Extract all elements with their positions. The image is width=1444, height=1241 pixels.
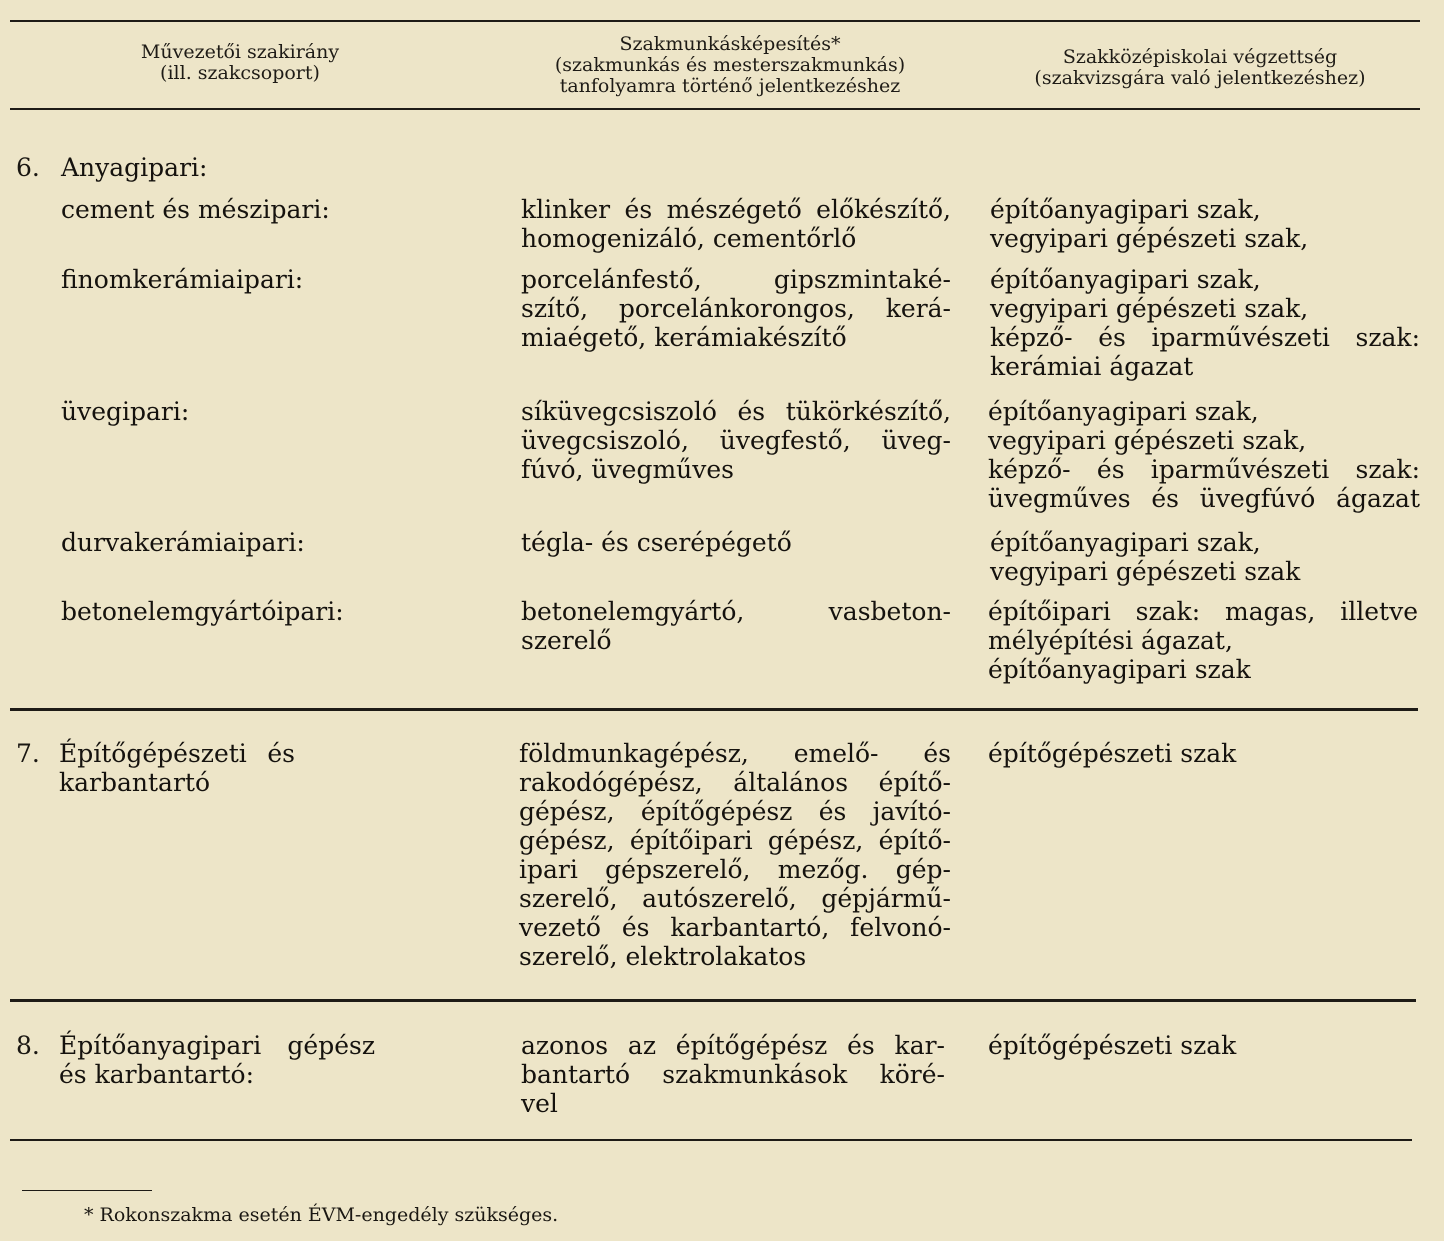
qual-line: földmunkagépész, emelő- és: [519, 739, 951, 768]
row-school: [990, 528, 1420, 586]
section-7-bottom-rule: [10, 999, 1416, 1002]
qual-line: síküvegcsiszoló és tükörkészítő,: [521, 397, 951, 426]
school-line: építőipari szak: magas, illetve: [988, 597, 1418, 626]
header-col2-line: tanfolyamra történő jelentkezéshez: [559, 75, 901, 97]
qual-line: azonos az építőgépész és kar-: [521, 1031, 945, 1060]
section-number: 8.: [16, 1031, 40, 1060]
header-col3-line: (szakvizsgára való jelentkezéshez): [1034, 67, 1366, 89]
row-qualification: [521, 195, 951, 253]
school-line: vegyipari gépészeti szak,: [990, 224, 1309, 253]
row-qualification: [521, 397, 951, 484]
row-school: [988, 739, 1418, 768]
qual-line: tégla- és cserépégető: [521, 528, 792, 557]
header-col-secondary-school-degree: [980, 47, 1420, 89]
qual-line: bantartó szakmunkások köré-: [521, 1060, 945, 1089]
header-col1-line: Művezetői szakirány: [140, 41, 340, 63]
row-qualification: [519, 739, 951, 971]
qual-line: vel: [521, 1089, 558, 1118]
school-line: építőanyagipari szak,: [990, 195, 1261, 224]
qual-line: miaégető, kerámiakészítő: [521, 323, 847, 352]
row-name: finomkerámiaipari:: [61, 265, 304, 294]
row-name: betonelemgyártóipari:: [61, 597, 344, 626]
title-line: Építőanyagipari gépész: [59, 1031, 375, 1060]
top-rule: [10, 20, 1420, 22]
row-school: [988, 597, 1418, 684]
qual-line: rakodógépész, általános építő-: [519, 768, 951, 797]
header-col-supervisor-specialty: [60, 42, 420, 84]
footnote-rule: [22, 1190, 152, 1191]
row-name: üvegipari:: [61, 397, 190, 426]
school-line: építőgépészeti szak: [988, 1031, 1237, 1060]
row-qualification: [521, 1031, 945, 1118]
qual-line: klinker és mészégető előkészítő,: [521, 195, 951, 224]
school-line: üvegműves és üvegfúvó ágazat: [988, 484, 1420, 513]
row-school: [988, 1031, 1418, 1060]
school-line: képző- és iparművészeti szak:: [990, 323, 1420, 352]
school-line: kerámiai ágazat: [990, 352, 1194, 381]
row-school: [990, 265, 1420, 381]
row-school: [990, 195, 1420, 253]
section-6-bottom-rule: [10, 708, 1418, 711]
qual-line: gépész, építőipari gépész, építő-: [519, 826, 951, 855]
school-line: vegyipari gépészeti szak,: [988, 426, 1307, 455]
section-number: 7.: [16, 739, 40, 768]
qual-line: gépész, építőgépész és javító-: [519, 797, 951, 826]
row-qualification: [521, 528, 951, 557]
qual-line: ipari gépszerelő, mezőg. gép-: [519, 855, 951, 884]
title-line: karbantartó: [59, 768, 211, 797]
school-line: építőanyagipari szak,: [990, 528, 1261, 557]
school-line: építőanyagipari szak: [988, 655, 1251, 684]
school-line: építőanyagipari szak,: [990, 265, 1261, 294]
qual-line: üvegcsiszoló, üvegfestő, üveg-: [521, 426, 951, 455]
header-col1-line: (ill. szakcsoport): [160, 62, 320, 84]
qual-line: szítő, porcelánkorongos, kerá-: [521, 294, 951, 323]
header-col2-line: Szakmunkásképesítés*: [619, 33, 841, 55]
title-line: Építőgépészeti és: [59, 739, 295, 768]
row-name: durvakerámiaipari:: [61, 528, 305, 557]
qual-line: porcelánfestő, gipszmintaké-: [521, 265, 951, 294]
school-line: építőgépészeti szak: [988, 739, 1237, 768]
qual-line: betonelemgyártó, vasbeton-: [521, 597, 951, 626]
qual-line: fúvó, üvegműves: [521, 455, 735, 484]
footnote: * Rokonszakma esetén ÉVM-engedély szükséges.: [84, 1204, 559, 1226]
qual-line: vezető és karbantartó, felvonó-: [519, 913, 951, 942]
school-line: mélyépítési ágazat,: [988, 626, 1233, 655]
qual-line: szerelő: [521, 626, 612, 655]
qual-line: szerelő, elektrolakatos: [519, 942, 807, 971]
header-bottom-rule: [10, 108, 1420, 110]
section-title: Anyagipari:: [61, 153, 208, 182]
school-line: építőanyagipari szak,: [988, 397, 1259, 426]
school-line: képző- és iparművészeti szak:: [988, 455, 1420, 484]
header-col3-line: Szakközépiskolai végzettség: [1062, 46, 1338, 68]
school-line: vegyipari gépészeti szak: [990, 557, 1301, 586]
section-number: 6.: [16, 153, 40, 182]
title-line: és karbantartó:: [59, 1060, 255, 1089]
qual-line: homogenizáló, cementőrlő: [521, 224, 857, 253]
header-col-skilled-worker-qualification: [490, 34, 970, 97]
section-title: [59, 739, 295, 797]
row-qualification: [521, 265, 951, 352]
row-name: cement és mészipari:: [61, 195, 330, 224]
school-line: vegyipari gépészeti szak,: [990, 294, 1309, 323]
row-school: [988, 397, 1420, 513]
row-qualification: [521, 597, 951, 655]
header-col2-line: (szakmunkás és mesterszakmunkás): [554, 54, 906, 76]
table-bottom-rule: [10, 1139, 1412, 1141]
qual-line: szerelő, autószerelő, gépjármű-: [519, 884, 951, 913]
section-title: [59, 1031, 375, 1089]
